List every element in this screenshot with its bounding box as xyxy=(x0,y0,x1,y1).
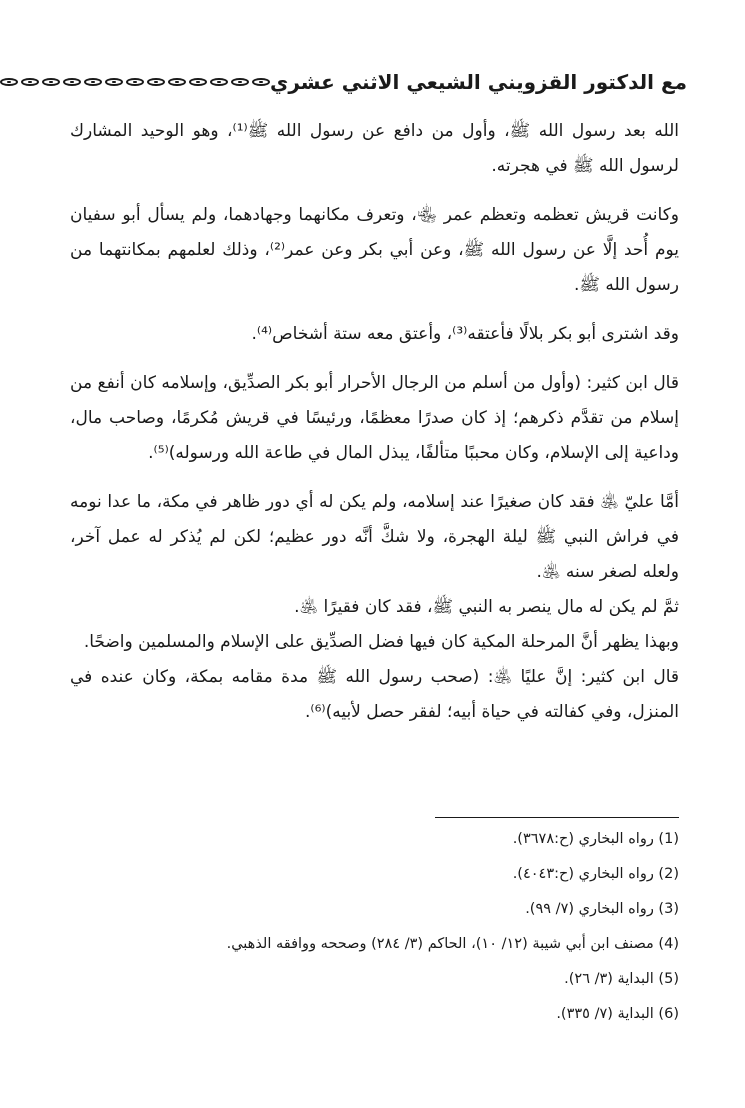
ornament-icon xyxy=(147,78,165,86)
footnote-separator xyxy=(435,817,679,818)
ornament-icon xyxy=(210,78,228,86)
ornament-icon xyxy=(21,78,39,86)
footnote: (4) مصنف ابن أبي شيبة (١٢/ ١٠)، الحاكم (٣/ ٢٨٤) وصححه ووافقه الذهبي. xyxy=(226,936,679,952)
ornament-icon xyxy=(252,78,270,86)
ornament-icon xyxy=(126,78,144,86)
footnote: (3) رواه البخاري (٧/ ٩٩). xyxy=(525,901,679,917)
ornament-icon xyxy=(42,78,60,86)
footnote: (5) البداية (٣/ ٢٦). xyxy=(564,971,679,987)
ornament-icon xyxy=(84,78,102,86)
ornament-divider xyxy=(0,70,270,94)
ornament-icon xyxy=(231,78,249,86)
paragraph: وقد اشترى أبو بكر بلالًا فأعتقه⁽³⁾، وأعتق معه ستة أشخاص⁽⁴⁾. xyxy=(251,324,679,344)
paragraph: الله بعد رسول الله ﷺ، وأول من دافع عن رسول الله ﷺ⁽¹⁾، وهو الوحيد المشارك لرسول الله ﷺ في هجرته. xyxy=(70,121,679,176)
footnote: (2) رواه البخاري (ح:٤٠٤٣). xyxy=(512,866,679,882)
ornament-icon xyxy=(63,78,81,86)
running-header xyxy=(58,70,687,94)
header-title: مع الدكتور القزويني الشيعي الاثني عشري xyxy=(269,70,687,94)
footnote: (6) البداية (٧/ ٣٣٥). xyxy=(556,1006,679,1022)
paragraph: وبهذا يظهر أنَّ المرحلة المكية كان فيها فضل الصدِّيق على الإسلام والمسلمين واضحًا. xyxy=(83,632,679,652)
ornament-icon xyxy=(0,78,18,86)
ornament-icon xyxy=(105,78,123,86)
main-text xyxy=(70,114,679,730)
paragraph: أمَّا عليّ ﵁ فقد كان صغيرًا عند إسلامه، ولم يكن له أي دور ظاهر في مكة، ما عدا نومه في فراش النبي ﷺ ليلة الهجرة، ولا شكَّ أنَّه دور عظيم؛ لكن لم يُذكر له عمل آخر، ولعله لصغر سنه ﵁. xyxy=(70,492,679,582)
ornament-icon xyxy=(168,78,186,86)
footnotes xyxy=(70,822,679,1032)
paragraph: قال ابن كثير: إنَّ عليًا ﵁: (صحب رسول الله ﷺ مدة مقامه بمكة، وكان عنده في المنزل، وفي كفالته في حياة أبيه؛ لفقر حصل لأبيه)⁽⁶⁾. xyxy=(70,667,679,722)
paragraph: ثمَّ لم يكن له مال ينصر به النبي ﷺ، فقد كان فقيرًا ﵁. xyxy=(294,597,679,617)
paragraph: وكانت قريش تعظمه وتعظم عمر ﵄، وتعرف مكانهما وجهادهما، ولم يسأل أبو سفيان يوم أُحد إلَّا عن رسول الله ﷺ، وعن أبي بكر وعن عمر⁽²⁾، وذلك لعلمهم بمكانتهما من رسول الله ﷺ. xyxy=(70,205,679,295)
footnote: (1) رواه البخاري (ح:٣٦٧٨). xyxy=(512,831,679,847)
ornament-icon xyxy=(189,78,207,86)
paragraph: قال ابن كثير: (وأول من أسلم من الرجال الأحرار أبو بكر الصدِّيق، وإسلامه كان أنفع من إسلام من تقدَّم ذكرهم؛ إذ كان صدرًا معظمًا، ورئيسًا في قريش مُكرمًا، وصاحب مال، وداعية إلى الإسلام، وكان محببًا متألفًا، يبذل المال في طاعة الله ورسوله)⁽⁵⁾. xyxy=(70,373,679,463)
